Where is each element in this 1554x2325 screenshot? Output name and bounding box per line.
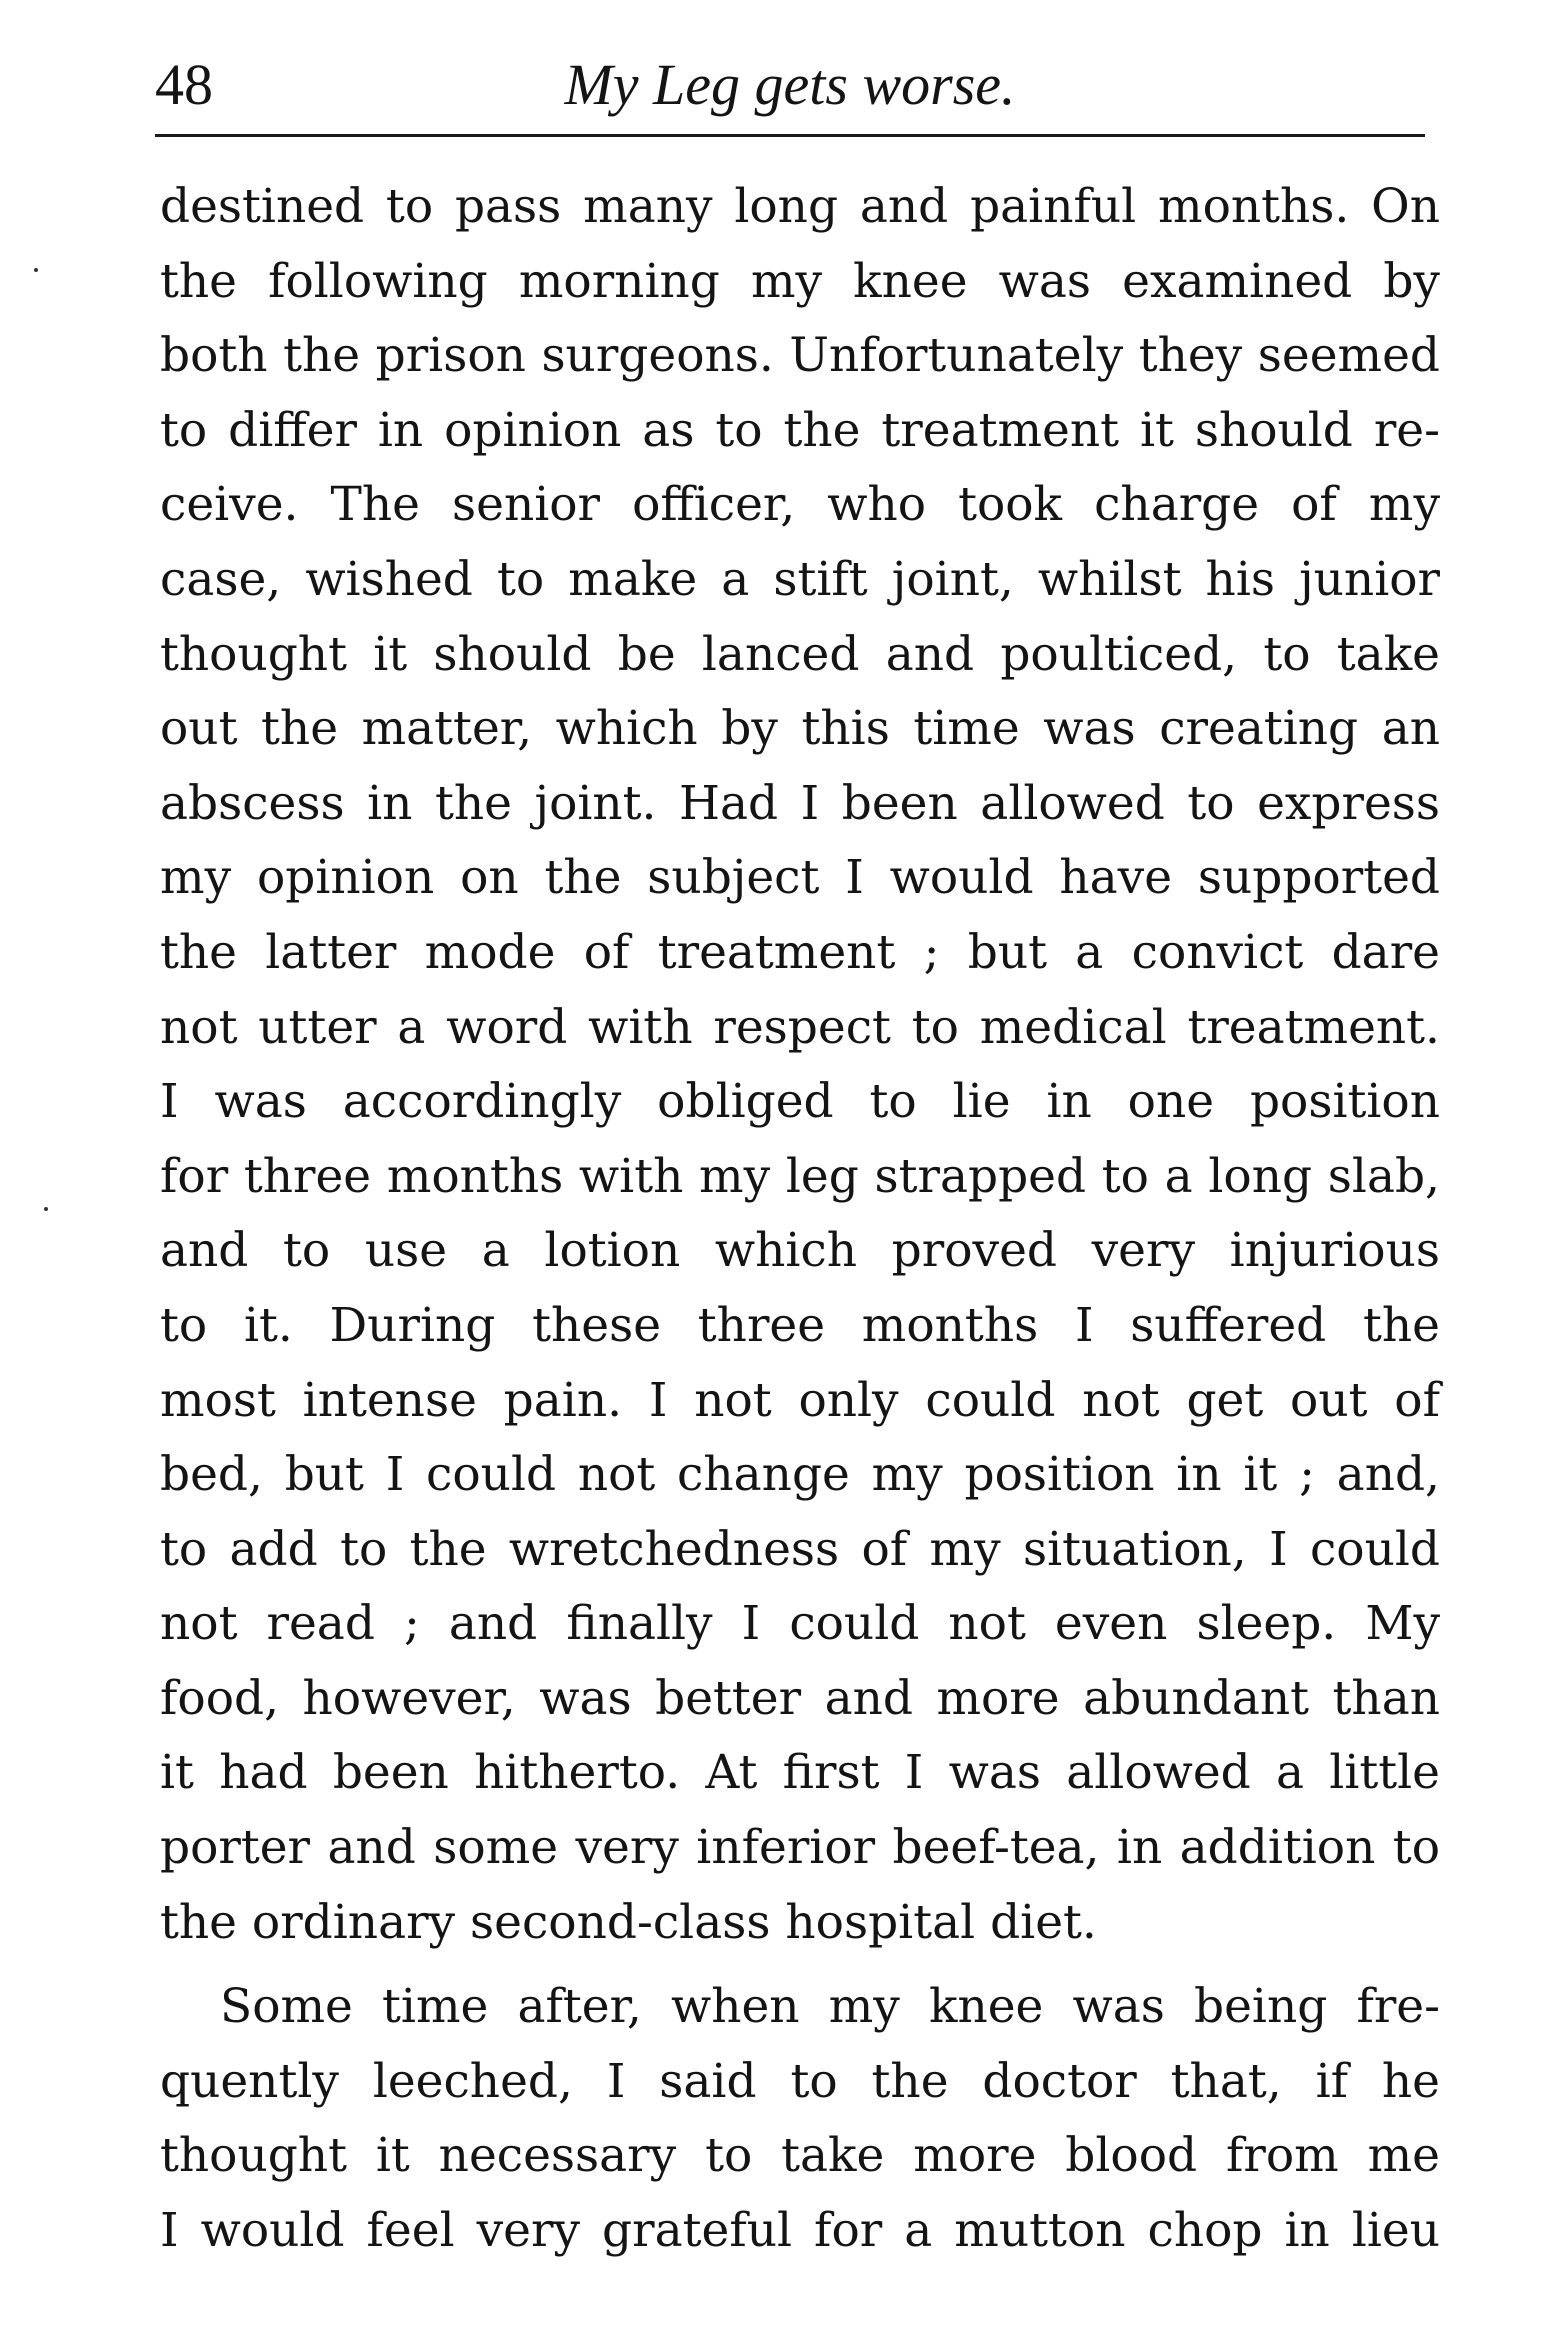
page-number: 48: [155, 52, 213, 117]
text-line: the ordinary second-class hospital diet.: [160, 1894, 1097, 1950]
text-line: quently leeched, I said to the doctor that, if he: [160, 2053, 1440, 2109]
text-line: to add to the wretchedness of my situation, I could: [160, 1521, 1440, 1577]
text-line: abscess in the joint. Had I been allowed to express: [160, 775, 1440, 831]
text-line: it had been hitherto. At first I was allowed a little: [160, 1745, 1440, 1801]
text-line: the latter mode of treatment ; but a convict dare: [160, 924, 1440, 980]
body-text: [160, 170, 1440, 2269]
text-line: most intense pain. I not only could not get out of: [160, 1372, 1440, 1428]
text-line: case, wished to make a stift joint, whilst his junior: [160, 551, 1440, 607]
text-line: ceive. The senior officer, who took charge of my: [160, 477, 1440, 533]
text-line: the following morning my knee was examined by: [160, 253, 1440, 309]
text-line: and to use a lotion which proved very injurious: [160, 1223, 1440, 1279]
text-line: food, however, was better and more abundant than: [160, 1670, 1440, 1726]
text-line: for three months with my leg strapped to a long slab,: [160, 1148, 1440, 1204]
text-line: thought it necessary to take more blood from me: [160, 2128, 1440, 2184]
text-line: to differ in opinion as to the treatment it should re-: [160, 402, 1440, 458]
text-line: porter and some very inferior beef-tea, in addition to: [160, 1820, 1440, 1876]
chapter-title: My Leg gets worse.: [564, 52, 1016, 117]
text-line: bed, but I could not change my position in it ; and,: [160, 1447, 1440, 1503]
text-line: Some time after, when my knee was being fre-: [220, 1979, 1440, 2035]
running-head: [155, 40, 1425, 130]
print-speck: [44, 1207, 48, 1211]
text-line: not read ; and finally I could not even sleep. My: [160, 1596, 1440, 1652]
text-line: out the matter, which by this time was creating an: [160, 701, 1440, 757]
paragraph-1: [160, 170, 1440, 1960]
text-line: I was accordingly obliged to lie in one position: [160, 1074, 1440, 1130]
text-line: I would feel very grateful for a mutton chop in lieu: [160, 2203, 1440, 2259]
text-line: both the prison surgeons. Unfortunately they seemed: [160, 328, 1440, 384]
paragraph-2: [160, 1970, 1440, 2268]
paragraph-gap: [160, 1960, 1440, 1970]
print-speck: [34, 268, 38, 272]
text-line: not utter a word with respect to medical treatment.: [160, 999, 1440, 1055]
text-line: my opinion on the subject I would have supported: [160, 850, 1440, 906]
text-line: to it. During these three months I suffered the: [160, 1297, 1440, 1353]
text-line: thought it should be lanced and poulticed, to take: [160, 626, 1440, 682]
header-rule: [155, 134, 1425, 137]
text-line: destined to pass many long and painful months. On: [160, 179, 1440, 234]
